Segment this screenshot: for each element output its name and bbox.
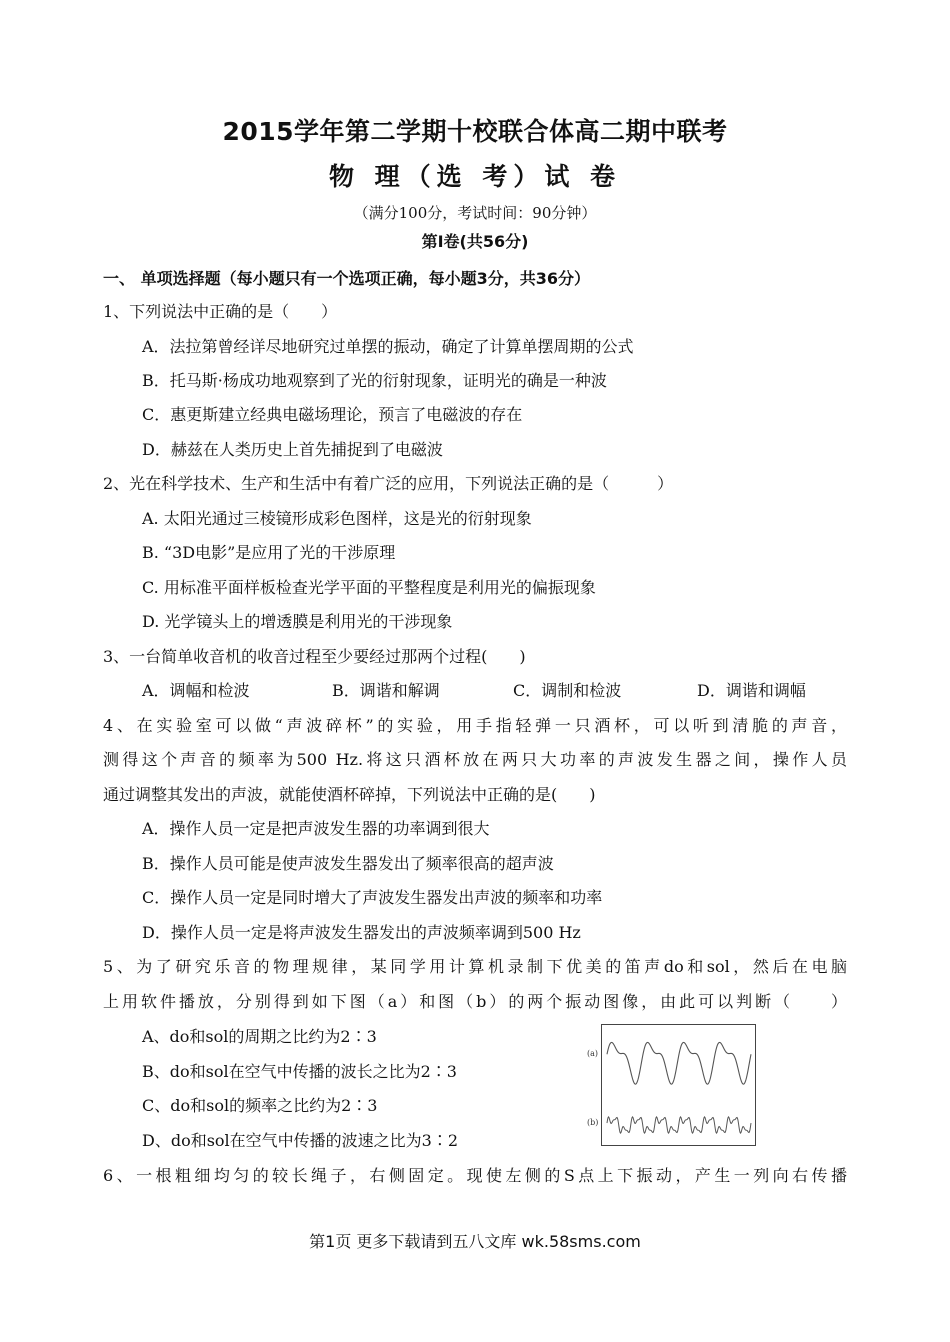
question-4-option-a: A．操作人员一定是把声波发生器的功率调到很大 (142, 819, 490, 838)
figure-label-b: (b) (587, 1118, 599, 1127)
question-2-stem: 2、光在科学技术、生产和生活中有着广泛的应用，下列说法正确的是（ ） (103, 474, 674, 493)
question-2-option-b: B. “3D电影”是应用了光的干涉原理 (142, 543, 396, 562)
question-4-stem-line-1: 4、在实验室可以做“声波碎杯”的实验，用手指轻弹一只酒杯，可以听到清脆的声音， (103, 716, 847, 735)
question-5-option-d: D、do和sol在空气中传播的波速之比为3∶2 (142, 1131, 459, 1150)
question-6-stem-line-1: 6、一根粗细均匀的较长绳子，右侧固定。现使左侧的S点上下振动，产生一列向右传播 (103, 1166, 847, 1185)
question-1-option-a: A．法拉第曾经详尽地研究过单摆的振动，确定了计算单摆周期的公式 (142, 337, 634, 356)
exam-subtitle: 物 理（选 考）试 卷 (328, 162, 622, 191)
part-heading: 第Ⅰ卷(共56分) (421, 232, 529, 251)
vibration-figure (587, 1024, 757, 1146)
question-1-option-b: B．托马斯·杨成功地观察到了光的衍射现象，证明光的确是一种波 (142, 371, 607, 390)
question-3-option-d: D．调谐和调幅 (697, 681, 806, 700)
question-3-option-a: A．调幅和检波 (142, 681, 250, 700)
question-5-option-a: A、do和sol的周期之比约为2∶3 (142, 1027, 377, 1046)
exam-meta: （满分100分，考试时间：90分钟） (353, 204, 597, 222)
question-1-option-d: D．赫兹在人类历史上首先捕捉到了电磁波 (142, 440, 443, 459)
question-5-stem-line-1: 5、为了研究乐音的物理规律，某同学用计算机录制下优美的笛声do和sol，然后在电脑 (103, 957, 847, 976)
question-5-option-b: B、do和sol在空气中传播的波长之比为2∶3 (142, 1062, 457, 1081)
question-3-option-c: C．调制和检波 (513, 681, 622, 700)
question-4-option-d: D．操作人员一定是将声波发生器发出的声波频率调到500 Hz (142, 923, 581, 942)
question-1-stem: 1、下列说法中正确的是（ ） (103, 302, 338, 321)
question-4-stem-line-3: 通过调整其发出的声波，就能使酒杯碎掉，下列说法中正确的是( ) (103, 785, 596, 804)
question-4-option-b: B．操作人员可能是使声波发生器发出了频率很高的超声波 (142, 854, 554, 873)
waveform-b (607, 1117, 751, 1133)
question-2-option-d: D. 光学镜头上的增透膜是利用光的干涉现象 (142, 612, 453, 631)
question-5-option-c: C、do和sol的频率之比约为2∶3 (142, 1096, 378, 1115)
question-3-stem: 3、一台简单收音机的收音过程至少要经过那两个过程( ) (103, 647, 526, 666)
question-4-option-c: C．操作人员一定是同时增大了声波发生器发出声波的频率和功率 (142, 888, 603, 907)
section-heading: 一、 单项选择题（每小题只有一个选项正确，每小题3分，共36分） (103, 269, 590, 288)
question-5-stem-line-2: 上用软件播放，分别得到如下图（a）和图（b）的两个振动图像，由此可以判断（ ） (103, 992, 847, 1011)
question-2-option-a: A. 太阳光通过三棱镜形成彩色图样，这是光的衍射现象 (142, 509, 532, 528)
exam-title: 2015学年第二学期十校联合体高二期中联考 (222, 117, 728, 146)
vibration-graph (587, 1024, 757, 1146)
waveform-a (607, 1042, 751, 1084)
question-4-stem-line-2: 测得这个声音的频率为500 Hz.将这只酒杯放在两只大功率的声波发生器之间，操作人员 (103, 750, 847, 769)
question-3-option-b: B．调谐和解调 (332, 681, 440, 700)
figure-label-a: (a) (587, 1049, 599, 1058)
question-1-option-c: C．惠更斯建立经典电磁场理论，预言了电磁波的存在 (142, 405, 523, 424)
page-footer: 第1页 更多下载请到五八文库 wk.58sms.com (309, 1232, 641, 1251)
question-2-option-c: C. 用标准平面样板检查光学平面的平整程度是利用光的偏振现象 (142, 578, 596, 597)
